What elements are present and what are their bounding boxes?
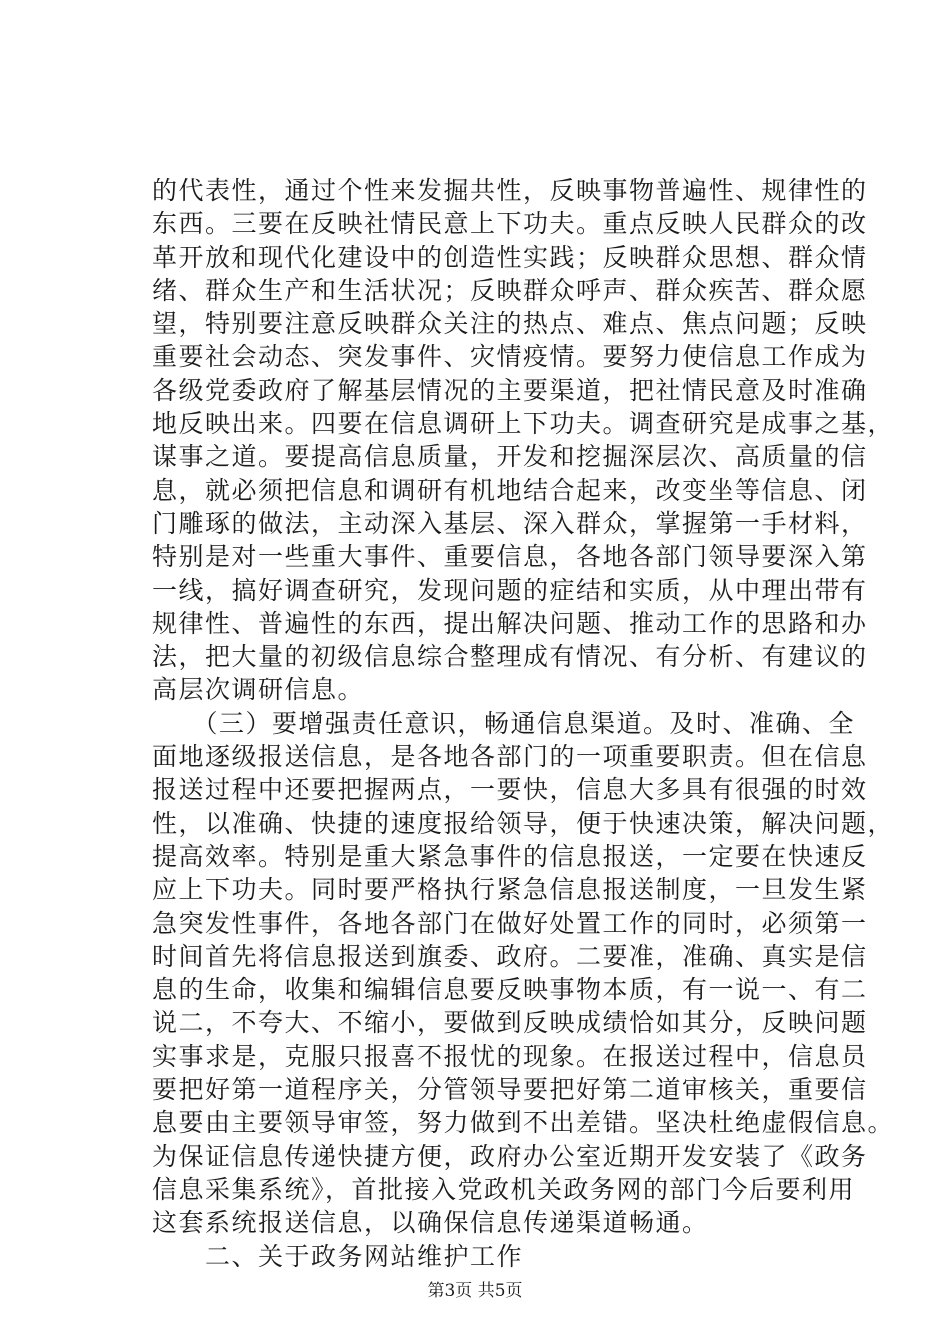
text-line: 实事求是，克服只报喜不报忧的现象。在报送过程中，信息员 xyxy=(152,1041,868,1071)
text-line: 性，以准确、快捷的速度报给领导，便于快速决策，解决问题， xyxy=(152,808,895,838)
text-line: （三）要增强责任意识，畅通信息渠道。及时、准确、全 xyxy=(152,708,856,738)
text-line: 法，把大量的初级信息综合整理成有情况、有分析、有建议的 xyxy=(152,642,868,672)
text-line: 重要社会动态、突发事件、灾情疫情。要努力使信息工作成为 xyxy=(152,342,868,372)
text-line: 息的生命，收集和编辑信息要反映事物本质，有一说一、有二 xyxy=(152,975,868,1005)
text-line: 信息采集系统》，首批接入党政机关政务网的部门今后要利用 xyxy=(152,1174,856,1204)
text-line: 地反映出来。四要在信息调研上下功夫。调查研究是成事之基， xyxy=(152,409,895,439)
text-line: 规律性、普遍性的东西，提出解决问题、推动工作的思路和办 xyxy=(152,608,868,638)
text-line: 特别是对一些重大事件、重要信息，各地各部门领导要深入第 xyxy=(152,542,868,572)
body-text xyxy=(152,174,895,1273)
text-line: 一线，搞好调查研究，发现问题的症结和实质，从中理出带有 xyxy=(152,575,868,605)
text-line: 二、关于政务网站维护工作 xyxy=(152,1241,524,1271)
text-line: 东西。三要在反映社情民意上下功夫。重点反映人民群众的改 xyxy=(152,209,868,239)
text-line: 应上下功夫。同时要严格执行紧急信息报送制度，一旦发生紧 xyxy=(152,875,868,905)
text-line: 报送过程中还要把握两点，一要快，信息大多具有很强的时效 xyxy=(152,775,868,805)
text-line: 时间首先将信息报送到旗委、政府。二要准，准确、真实是信 xyxy=(152,941,868,971)
text-line: 急突发性事件，各地各部门在做好处置工作的同时，必须第一 xyxy=(152,908,868,938)
text-line: 各级党委政府了解基层情况的主要渠道，把社情民意及时准确 xyxy=(152,375,868,405)
text-line: 提高效率。特别是重大紧急事件的信息报送，一定要在快速反 xyxy=(152,841,868,871)
text-line: 门雕琢的做法，主动深入基层、深入群众，掌握第一手材料， xyxy=(152,508,868,538)
text-line: 谋事之道。要提高信息质量，开发和挖掘深层次、高质量的信 xyxy=(152,442,868,472)
text-line: 面地逐级报送信息，是各地各部门的一项重要职责。但在信息 xyxy=(152,742,868,772)
text-line: 望，特别要注意反映群众关注的热点、难点、焦点问题；反映 xyxy=(152,309,868,339)
text-line: 的代表性，通过个性来发掘共性，反映事物普遍性、规律性的 xyxy=(152,176,868,205)
text-line: 绪、群众生产和生活状况；反映群众呼声、群众疾苦、群众愿 xyxy=(152,275,868,305)
text-line: 这套系统报送信息，以确保信息传递渠道畅通。 xyxy=(152,1208,709,1238)
text-line: 为保证信息传递快捷方便，政府办公室近期开发安装了《政务 xyxy=(152,1141,868,1171)
page-footer: 第3页 共5页 xyxy=(427,1281,523,1301)
text-line: 息，就必须把信息和调研有机地结合起来，改变坐等信息、闭 xyxy=(152,475,868,505)
text-line: 高层次调研信息。 xyxy=(152,675,365,705)
text-line: 息要由主要领导审签，努力做到不出差错。坚决杜绝虚假信息。 xyxy=(152,1108,895,1138)
text-line: 要把好第一道程序关，分管领导要把好第二道审核关，重要信 xyxy=(152,1075,868,1105)
text-line: 说二，不夸大、不缩小，要做到反映成绩恰如其分，反映问题 xyxy=(152,1008,868,1038)
text-line: 革开放和现代化建设中的创造性实践；反映群众思想、群众情 xyxy=(152,242,868,272)
